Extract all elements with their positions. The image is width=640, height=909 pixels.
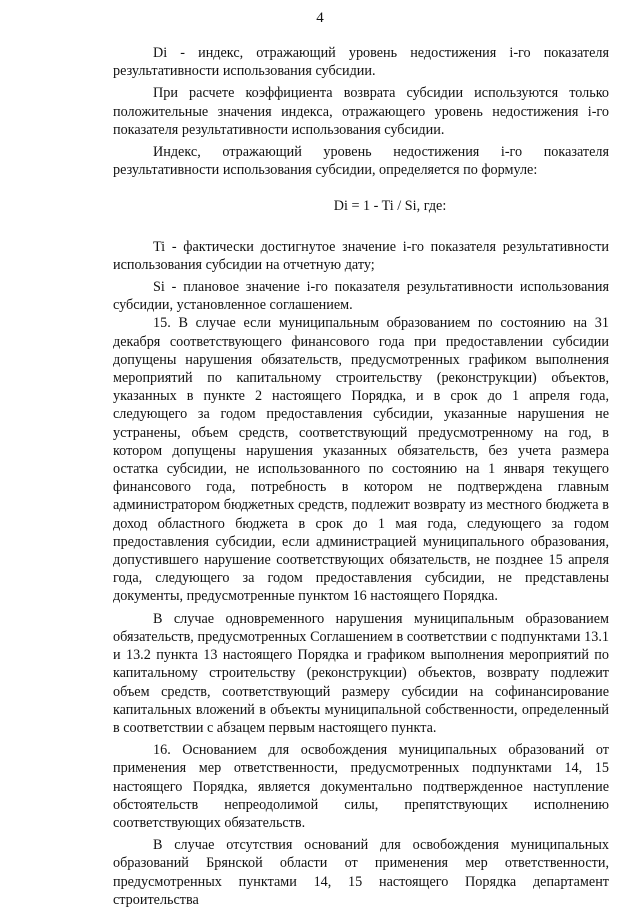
paragraph-index-formula-intro: Индекс, отражающий уровень недостижения i-го показателя результативности использования субсидии, определяется по формуле:: [113, 144, 609, 179]
formula: Di = 1 - Ti / Si, где:: [333, 198, 447, 215]
paragraph-si-definition: Si - плановое значение i-го показателя результативности использования субсидии, установленное соглашением.: [113, 279, 609, 314]
paragraph-ti-definition: Ti - фактически достигнутое значение i-го показателя результативности использования субсидии на отчетную дату;: [113, 238, 609, 273]
paragraph-simultaneous-violation: В случае одновременного нарушения муниципальным образованием обязательств, предусмотренных Соглашением в соответствии с подпунктами 13.1 и 13.2 пункта 13 настоящего Порядка и графиком выполнения мероприятий по капитальному строительству (реконструкции) объектов, возврату подлежит объем средств, соответствующий размеру субсидии на софинансирование капитальных вложений в объекты муниципальной собственности, определенный в соответствии с абзацем первым настоящего пункта.: [113, 610, 609, 736]
document-body: [113, 44, 609, 909]
page-number: 4: [316, 10, 324, 26]
paragraph-positive-values: При расчете коэффициента возврата субсидии используются только положительные значения индекса, отражающего уровень недостижения i-го показателя результативности использования субсидии.: [113, 85, 609, 138]
paragraph-no-grounds: В случае отсутствия оснований для освобождения муниципальных образований Брянской области от применения мер ответственности, предусмотренных пунктами 14, 15 настоящего Порядка департамент строительства: [113, 837, 609, 908]
paragraph-item-16: 16. Основанием для освобождения муниципальных образований от применения мер ответственности, предусмотренных подпунктами 14, 15 настоящего Порядка, является документально подтвержденное наступление обстоятельств непреодолимой силы, препятствующих исполнению соответствующих обязательств.: [113, 742, 609, 831]
paragraph-item-15: 15. В случае если муниципальным образованием по состоянию на 31 декабря соответствующего финансового года при предоставлении субсидии допущены нарушения обязательств, предусмотренных графиком выполнения мероприятий по капитальному строительству (реконструкции) объектов, указанных в пункте 2 настоящего Порядка, и в срок до 1 апреля года, следующего за годом предоставления субсидии, указанные нарушения не устранены, объем средств, соответствующий предусмотренному на год, в котором допущены нарушения указанных обязательств, без учета размера остатка субсидии, не использованного по состоянию на 1 января текущего финансового года, потребность в котором не подтверждена главным администратором бюджетных средств, подлежит возврату из местного бюджета в доход областного бюджета в срок до 1 мая года, следующего за годом предоставления субсидии, если администрацией муниципального образования, допустившего нарушение соответствующих обязательств, не позднее 15 апреля года, следующего за годом предоставления субсидии, не представлены документы, предусмотренные пунктом 16 настоящего Порядка.: [113, 315, 609, 605]
paragraph-di-definition: Di - индекс, отражающий уровень недостижения i-го показателя результативности использования субсидии.: [113, 45, 609, 80]
